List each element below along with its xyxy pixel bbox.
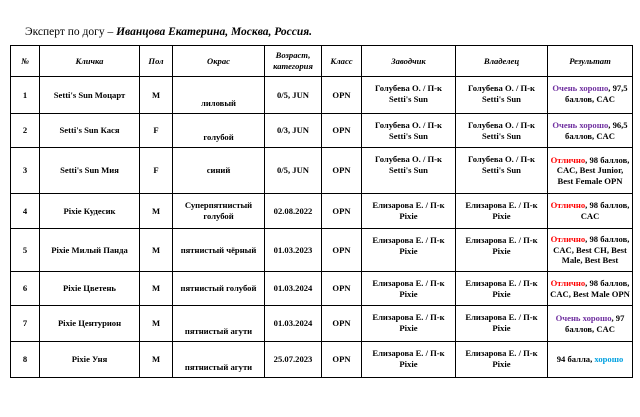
cell-num: 3 <box>11 148 40 194</box>
cell-class: OPN <box>322 114 362 148</box>
cell-age: 02.08.2022 <box>265 194 322 229</box>
cell-nickname: Setti's Sun Кася <box>40 114 140 148</box>
cell-result <box>548 148 633 194</box>
cell-sex: М <box>140 194 173 229</box>
cell-class: OPN <box>322 194 362 229</box>
cell-color: пятнистый агути <box>173 306 265 342</box>
cell-color: пятнистый агути <box>173 342 265 378</box>
table-row <box>11 77 633 114</box>
result-details: , 97 баллов, CAC <box>565 312 625 334</box>
cell-class: OPN <box>322 306 362 342</box>
cell-nickname: Pixie Уня <box>40 342 140 378</box>
cell-class: OPN <box>322 342 362 378</box>
cell-breeder: Елизарова Е. / П-к Pixie <box>362 229 456 272</box>
cell-owner: Елизарова Е. / П-к Pixie <box>456 306 548 342</box>
cell-owner: Елизарова Е. / П-к Pixie <box>456 229 548 272</box>
cell-result <box>548 272 633 306</box>
cell-result <box>548 306 633 342</box>
table-row <box>11 342 633 378</box>
col-num: № <box>11 46 40 77</box>
result-grade: хорошо <box>594 354 624 365</box>
cell-owner: Елизарова Е. / П-к Pixie <box>456 342 548 378</box>
col-class: Класс <box>322 46 362 77</box>
result-details: , 97,5 баллов, CAC <box>565 83 628 104</box>
cell-age: 01.03.2024 <box>265 306 322 342</box>
result-details: , 96,5 баллов, CAC <box>565 120 628 141</box>
cell-num: 8 <box>11 342 40 378</box>
cell-color: голубой <box>173 114 265 148</box>
cell-breeder: Голубева О. / П-к Setti's Sun <box>362 114 456 148</box>
cell-breeder: Голубева О. / П-к Setti's Sun <box>362 77 456 114</box>
expert-prefix: Эксперт по догу – <box>25 26 117 38</box>
cell-result <box>548 229 633 272</box>
header-row <box>11 46 633 77</box>
cell-age: 0/5, JUN <box>265 77 322 114</box>
table-row <box>11 272 633 306</box>
result-grade: Отлично <box>550 234 586 245</box>
cell-sex: М <box>140 77 173 114</box>
col-breeder: Заводчик <box>362 46 456 77</box>
cell-num: 5 <box>11 229 40 272</box>
result-grade: Очень хорошо <box>552 83 609 93</box>
cell-breeder: Елизарова Е. / П-к Pixie <box>362 342 456 378</box>
cell-breeder: Елизарова Е. / П-к Pixie <box>362 194 456 229</box>
cell-owner: Голубева О. / П-к Setti's Sun <box>456 77 548 114</box>
result-grade: Очень хорошо <box>555 312 612 323</box>
cell-class: OPN <box>322 229 362 272</box>
result-details: 94 балла, <box>556 354 595 365</box>
results-table <box>10 45 633 378</box>
result-details: , 98 баллов, CAC, Best Male OPN <box>550 277 630 299</box>
cell-sex: F <box>140 148 173 194</box>
cell-result <box>548 194 633 229</box>
cell-age: 0/5, JUN <box>265 148 322 194</box>
cell-nickname: Pixie Кудесик <box>40 194 140 229</box>
result-details: , 98 баллов, CAC, Best CH, Best Male, Best Best <box>553 234 630 266</box>
cell-sex: М <box>140 229 173 272</box>
cell-result <box>548 342 633 378</box>
table-row <box>11 306 633 342</box>
cell-color: лиловый <box>173 77 265 114</box>
cell-nickname: Pixie Милый Панда <box>40 229 140 272</box>
col-owner: Владелец <box>456 46 548 77</box>
col-sex: Пол <box>140 46 173 77</box>
cell-age: 0/3, JUN <box>265 114 322 148</box>
cell-sex: М <box>140 306 173 342</box>
cell-num: 7 <box>11 306 40 342</box>
result-details: , 98 баллов, CAC, Best Junior, Best Female OPN <box>556 154 630 186</box>
table-row <box>11 148 633 194</box>
cell-color: синий <box>173 148 265 194</box>
result-grade: Отлично <box>550 277 586 288</box>
table-row <box>11 194 633 229</box>
table-row <box>11 229 633 272</box>
cell-nickname: Pixie Цветень <box>40 272 140 306</box>
cell-breeder: Елизарова Е. / П-к Pixie <box>362 272 456 306</box>
result-grade: Отлично <box>550 154 586 165</box>
cell-num: 4 <box>11 194 40 229</box>
result-grade: Отлично <box>550 200 586 211</box>
cell-num: 6 <box>11 272 40 306</box>
cell-class: OPN <box>322 272 362 306</box>
cell-color: пятнистый голубой <box>173 272 265 306</box>
col-color: Окрас <box>173 46 265 77</box>
cell-age: 25.07.2023 <box>265 342 322 378</box>
cell-result <box>548 77 633 114</box>
result-grade: Очень хорошо <box>552 120 609 130</box>
col-result: Результат <box>548 46 633 77</box>
expert-name: Иванцова Екатерина, Москва, Россия. <box>116 26 313 38</box>
cell-nickname: Setti's Sun Моцарт <box>40 77 140 114</box>
col-nickname: Кличка <box>40 46 140 77</box>
cell-class: OPN <box>322 77 362 114</box>
table-row <box>11 114 633 148</box>
cell-owner: Елизарова Е. / П-к Pixie <box>456 272 548 306</box>
col-age: Возраст, категория <box>265 46 322 77</box>
cell-num: 2 <box>11 114 40 148</box>
cell-nickname: Setti's Sun Мия <box>40 148 140 194</box>
cell-nickname: Pixie Центурион <box>40 306 140 342</box>
cell-owner: Голубева О. / П-к Setti's Sun <box>456 114 548 148</box>
cell-breeder: Голубева О. / П-к Setti's Sun <box>362 148 456 194</box>
cell-class: OPN <box>322 148 362 194</box>
expert-line <box>25 26 312 38</box>
cell-result <box>548 114 633 148</box>
cell-owner: Елизарова Е. / П-к Pixie <box>456 194 548 229</box>
cell-age: 01.03.2024 <box>265 272 322 306</box>
cell-sex: М <box>140 342 173 378</box>
cell-age: 01.03.2023 <box>265 229 322 272</box>
cell-owner: Голубева О. / П-к Setti's Sun <box>456 148 548 194</box>
cell-sex: F <box>140 114 173 148</box>
cell-num: 1 <box>11 77 40 114</box>
cell-sex: М <box>140 272 173 306</box>
result-details: , 98 баллов, CAC <box>580 200 630 221</box>
cell-color: Суперпятнистый голубой <box>173 194 265 229</box>
cell-breeder: Елизарова Е. / П-к Pixie <box>362 306 456 342</box>
cell-color: пятнистый чёрный <box>173 229 265 272</box>
